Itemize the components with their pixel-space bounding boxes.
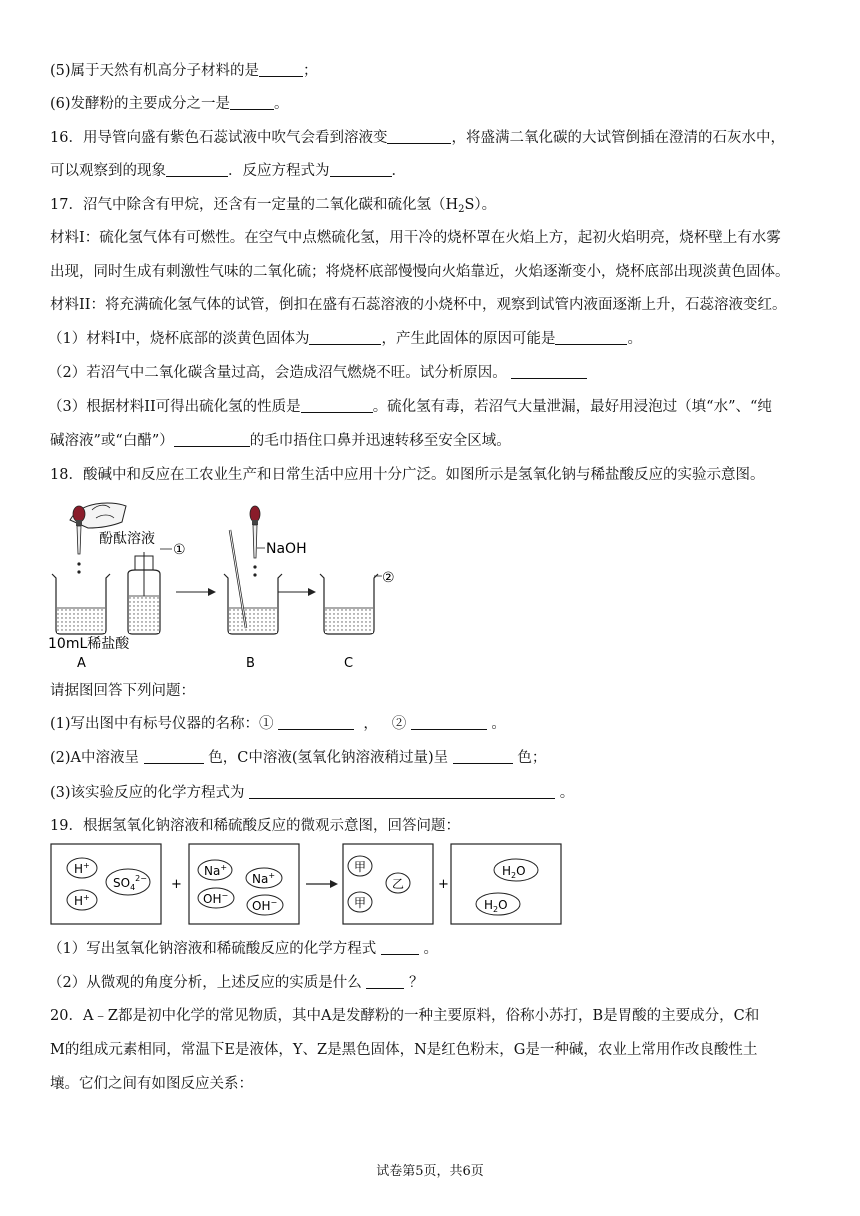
ion-h-plus xyxy=(67,890,97,910)
particle-jia xyxy=(348,856,372,876)
q18-experiment-figure xyxy=(40,496,410,676)
q17-part-2: （2）若沼气中二氧化碳含量过高，会造成沼气燃烧不旺。试分析原因。 xyxy=(48,364,587,382)
q19-part-2: （2）从微观的角度分析，上述反应的实质是什么 ？ xyxy=(48,975,424,991)
page-footer: 试卷第5页，共6页 xyxy=(376,1164,484,1179)
answer-blank[interactable] xyxy=(230,95,274,110)
plus-sign: + xyxy=(438,877,449,892)
svg-text:甲: 甲 xyxy=(354,860,367,874)
arrow-right-icon xyxy=(278,588,316,596)
answer-blank[interactable] xyxy=(381,940,419,955)
q20-line-1: 20．A﹣Z都是初中化学的常见物质，其中A是发酵粉的一种主要原料，俗称小苏打，B是胃酸的主要成分，C和 xyxy=(50,1008,760,1024)
q17-part-3: （3）根据材料II可得出硫化氢的性质是 。硫化氢有毒，若沼气大量泄漏，最好用浸泡过（填“水”、“纯 xyxy=(48,399,772,415)
q20-line-3: 壤。它们之间有如图反应关系： xyxy=(50,1076,253,1092)
svg-text:甲: 甲 xyxy=(354,896,367,910)
answer-blank[interactable] xyxy=(555,330,627,345)
arrow-right-icon xyxy=(306,880,338,888)
svg-text:Na+: Na+ xyxy=(252,871,276,886)
svg-text:OH−: OH− xyxy=(252,898,278,913)
box-reactant-base xyxy=(189,844,299,924)
svg-text:Na+: Na+ xyxy=(204,863,228,878)
dropper-icon xyxy=(250,506,260,577)
reagent-bottle xyxy=(128,549,172,634)
plus-sign: + xyxy=(171,877,182,892)
q16-line-2: 可以观察到的现象 ．反应方程式为 ． xyxy=(50,163,406,179)
label-num-1: ① xyxy=(173,542,186,558)
answer-blank[interactable] xyxy=(511,364,587,379)
q15-item-5: (5)属于天然有机高分子材料的是 ； xyxy=(50,63,318,79)
q16-line-1: 16．用导管向盛有紫色石蕊试液中吹气会看到溶液变 ，将盛满二氧化碳的大试管倒插在澄清的石灰水中， xyxy=(50,130,785,146)
q18-intro: 18．酸碱中和反应在工农业生产和日常生活中应用十分广泛。如图所示是氢氧化钠与稀盐酸反应的实验示意图。 xyxy=(50,467,765,483)
label-num-2: ② xyxy=(382,570,395,586)
ion-h-plus xyxy=(67,858,97,878)
q19-intro: 19．根据氢氧化钠溶液和稀硫酸反应的微观示意图，回答问题： xyxy=(50,818,460,834)
svg-text:H2O: $H_2O$ xyxy=(484,898,508,914)
answer-blank[interactable] xyxy=(166,162,228,177)
q19-part-1: （1）写出氢氧化钠溶液和稀硫酸反应的化学方程式 。 xyxy=(48,941,438,957)
answer-blank[interactable] xyxy=(387,129,451,144)
label-naoh: NaOH xyxy=(266,541,307,557)
label-phenolphthalein: 酚酞溶液 xyxy=(99,531,155,547)
svg-text:H2O: $H_2O$ xyxy=(502,864,526,880)
q17-part-1: （1）材料I中，烧杯底部的淡黄色固体为 ，产生此固体的原因可能是 。 xyxy=(48,331,642,347)
answer-blank[interactable] xyxy=(330,162,392,177)
answer-blank[interactable] xyxy=(249,784,555,799)
arrow-right-icon xyxy=(176,588,216,596)
answer-blank[interactable] xyxy=(453,749,513,764)
answer-blank[interactable] xyxy=(301,398,373,413)
label-c: C xyxy=(344,656,354,671)
beaker-a xyxy=(52,574,110,634)
ion-sulfate xyxy=(106,869,150,895)
answer-blank[interactable] xyxy=(309,330,381,345)
svg-text:OH−: OH− xyxy=(203,891,229,906)
answer-blank[interactable] xyxy=(144,749,204,764)
q20-line-2: M的组成元素相同，常温下E是液体，Y、Z是黑色固体，N是红色粉末，G是一种碱，农业上常用作改良酸性土 xyxy=(50,1042,758,1058)
dropper-icon xyxy=(73,506,85,574)
q19-micro-diagram xyxy=(50,842,590,928)
ion-hydroxide xyxy=(247,895,283,915)
q15-item-6: (6)发酵粉的主要成分之一是 。 xyxy=(50,96,289,112)
label-a: A xyxy=(77,656,86,671)
svg-text:H+: H+ xyxy=(74,893,90,908)
answer-blank[interactable] xyxy=(411,715,487,730)
particle-yi xyxy=(386,873,410,893)
ion-hydroxide xyxy=(198,888,234,908)
beaker-c xyxy=(320,574,382,634)
q18-part-3: (3)该实验反应的化学方程式为 。 xyxy=(50,785,575,801)
label-dilute-hcl: 10mL稀盐酸 xyxy=(48,636,130,652)
svg-text:SO42−: $SO_4^{2-}$ xyxy=(113,874,147,892)
label-b: B xyxy=(246,656,255,671)
molecule-water xyxy=(476,893,520,915)
molecule-water xyxy=(494,859,538,881)
q17-material-1-line-1: 材料I：硫化氢气体有可燃性。在空气中点燃硫化氢，用干冷的烧杯罩在火焰上方，起初火焰明亮，烧杯壁上有水雾 xyxy=(50,230,781,246)
q17-material-2: 材料II：将充满硫化氢气体的试管，倒扣在盛有石蕊溶液的小烧杯中，观察到试管内液面逐渐上升，石蕊溶液变红。 xyxy=(50,297,787,313)
q17-part-3-cont: 碱溶液”或“白醋”） 的毛巾捂住口鼻并迅速转移至安全区域。 xyxy=(50,433,511,449)
q17-material-1-line-2: 出现，同时生成有刺激性气味的二氧化硫；将烧杯底部慢慢向火焰靠近，火焰逐渐变小，烧杯底部出现淡黄色固体。 xyxy=(50,264,790,280)
ion-sodium xyxy=(246,868,282,888)
q18-part-1: (1)写出图中有标号仪器的名称：① ， ② 。 xyxy=(50,716,506,732)
q18-part-2: (2)A中溶液呈 色，C中溶液(氢氧化钠溶液稍过量)呈 色； xyxy=(50,750,547,766)
q17-intro: 17．沼气中除含有甲烷，还含有一定量的二氧化碳和硫化氢$(H_2S)$。 xyxy=(50,197,497,215)
q18-ask: 请据图回答下列问题： xyxy=(50,683,195,699)
answer-blank[interactable] xyxy=(259,62,303,77)
particle-jia xyxy=(348,892,372,912)
svg-text:H+: H+ xyxy=(74,861,90,876)
ion-sodium xyxy=(198,860,232,880)
svg-text:乙: 乙 xyxy=(392,877,405,891)
answer-blank[interactable] xyxy=(278,715,354,730)
answer-blank[interactable] xyxy=(174,432,250,447)
answer-blank[interactable] xyxy=(366,974,404,989)
